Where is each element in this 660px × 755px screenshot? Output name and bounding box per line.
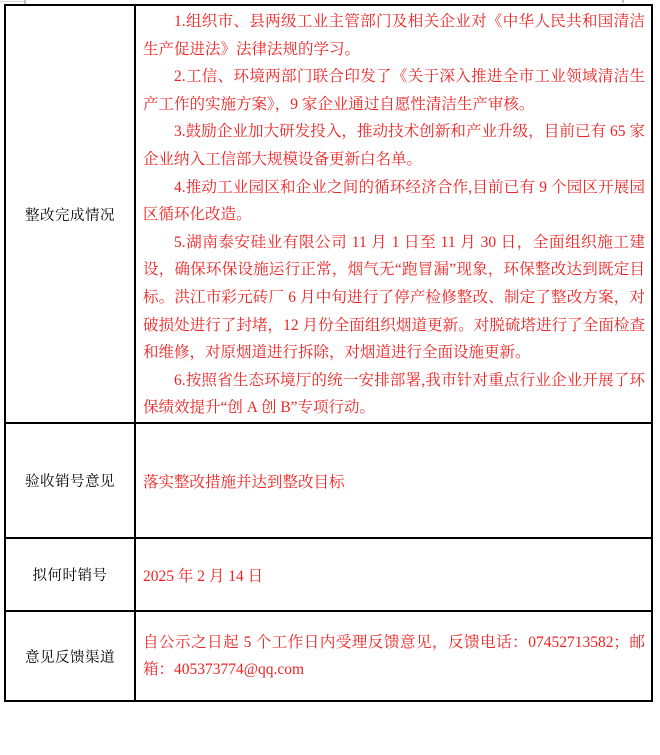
table-row-feedback-channel	[6, 610, 651, 700]
planned-cancellation-date-content	[136, 539, 651, 610]
cropped-row-remnant-line	[0, 1, 24, 2]
rectification-publicity-table	[4, 4, 653, 702]
rectification-item-1: 1.组织市、县两级工业主管部门及相关企业对《中华人民共和国清洁生产促进法》法律法规的学习。	[143, 13, 645, 58]
row-label-feedback-channel: 意见反馈渠道	[6, 612, 136, 700]
row-label-rectification-completion-status: 整改完成情况	[6, 6, 136, 422]
table-row-rectification-status	[6, 6, 651, 422]
rectification-item-2: 2.工信、环境两部门联合印发了《关于深入推进全市工业领域清洁生产工作的实施方案》，9 家企业通过自愿性清洁生产审核。	[143, 68, 645, 113]
acceptance-opinion-text: 落实整改措施并达到整改目标	[143, 473, 345, 491]
rectification-status-content	[136, 6, 651, 422]
row-label-acceptance-cancellation-opinion: 验收销号意见	[6, 424, 136, 537]
acceptance-opinion-content	[136, 424, 651, 537]
cropped-row-remnant-tick-right	[622, 0, 624, 3]
rectification-item-5: 5.湖南泰安硅业有限公司 11 月 1 日至 11 月 30 日，全面组织施工建设，确保环保设施运行正常，烟气无“跑冒漏”现象，环保整改达到既定目标。洪江市彩元砖厂 6 月中旬进行了停产检修整改、制定了整改方案，对破损处进行了封堵，12 月份全面组织烟道更新。对脱硫塔进行了全面检查和维修，对原烟道进行拆除，对烟道进行全面设施更新。	[143, 233, 645, 362]
feedback-channel-content	[136, 612, 651, 700]
planned-cancellation-date-text: 2025 年 2 月 14 日	[143, 567, 264, 585]
feedback-channel-text: 自公示之日起 5 个工作日内受理反馈意见，反馈电话：07452713582；邮箱：405373774@qq.com	[143, 633, 645, 678]
table-row-planned-cancellation-date	[6, 537, 651, 610]
row-label-planned-cancellation-date: 拟何时销号	[6, 539, 136, 610]
rectification-item-4: 4.推动工业园区和企业之间的循环经济合作,目前已有 9 个园区开展园区循环化改造。	[143, 178, 645, 224]
rectification-item-3: 3.鼓励企业加大研发投入，推动技术创新和产业升级，目前已有 65 家企业纳入工信部大规模设备更新白名单。	[143, 123, 645, 168]
table-row-acceptance-opinion	[6, 422, 651, 537]
rectification-item-6: 6.按照省生态环境厅的统一安排部署,我市针对重点行业企业开展了环保绩效提升“创 A 创 B”专项行动。	[143, 371, 645, 417]
